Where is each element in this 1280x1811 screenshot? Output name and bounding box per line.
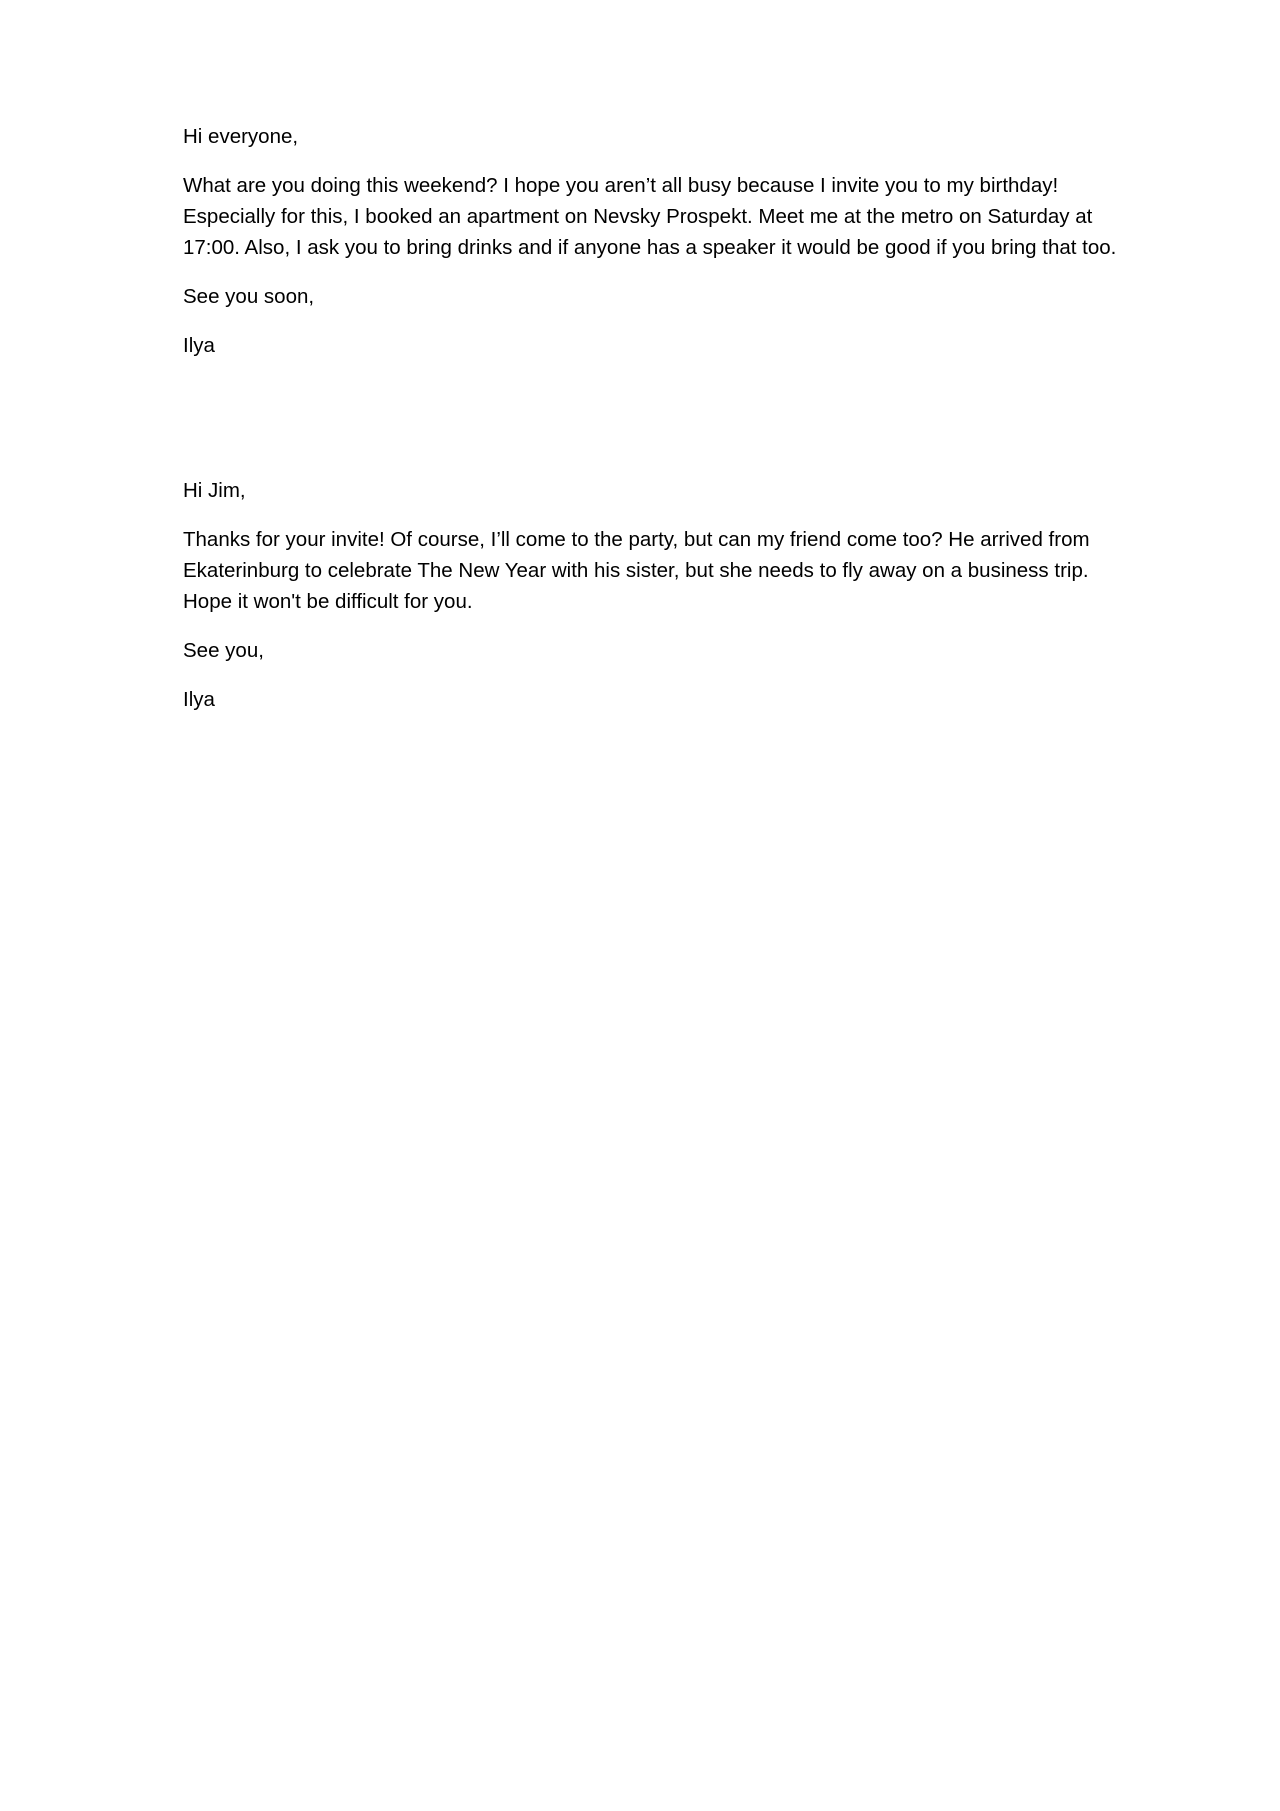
body-line: Especially for this, I booked an apartment on Nevsky Prospekt. Meet me at the metro on Saturday at (183, 205, 1093, 228)
letter-closing: See you soon, (183, 285, 315, 308)
letter-closing: See you, (183, 639, 264, 662)
letter-reply (183, 475, 1193, 733)
letter-body (183, 524, 1193, 617)
letter-body (183, 170, 1193, 263)
letter-greeting: Hi Jim, (183, 479, 246, 502)
body-line: 17:00. Also, I ask you to bring drinks and if anyone has a speaker it would be good if you bring that too. (183, 236, 1117, 259)
body-line: What are you doing this weekend? I hope you aren’t all busy because I invite you to my birthday! (183, 174, 1059, 197)
letter-greeting: Hi everyone, (183, 125, 299, 148)
letter-signature: Ilya (183, 688, 215, 711)
letter-signature: Ilya (183, 334, 215, 357)
body-line: Thanks for your invite! Of course, I’ll come to the party, but can my friend come too? He arrived from (183, 528, 1090, 551)
body-line: Ekaterinburg to celebrate The New Year with his sister, but she needs to fly away on a business trip. (183, 559, 1089, 582)
body-line: Hope it won't be difficult for you. (183, 590, 473, 613)
letter-invitation (183, 121, 1193, 379)
